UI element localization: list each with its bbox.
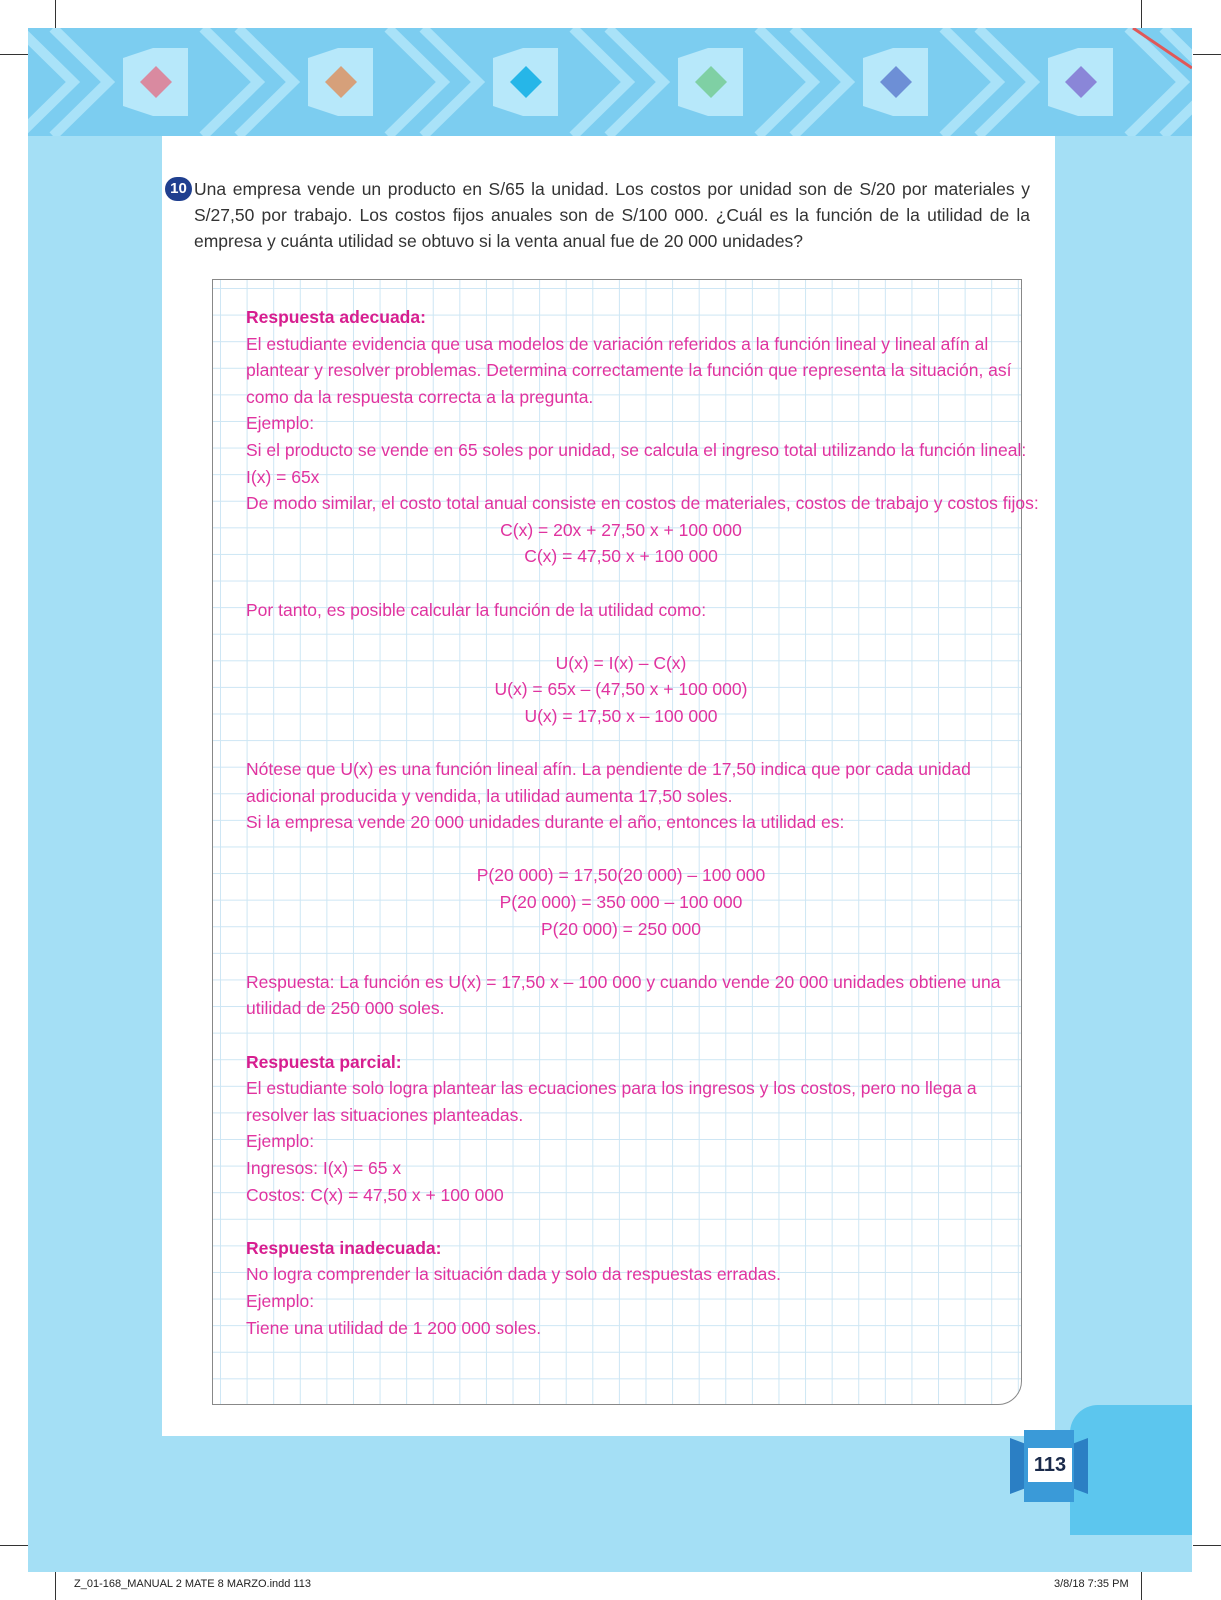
banner-pattern-icon: [28, 28, 1192, 136]
question-number-badge: 10: [165, 177, 192, 201]
profit-equation: P(20 000) = 350 000 – 100 000: [499, 892, 743, 913]
inadequate-description: No logra comprender la situación dada y solo da respuestas erradas.: [246, 1264, 782, 1285]
utility-equation: U(x) = 65x – (47,50 x + 100 000): [494, 679, 748, 700]
spacer: [246, 623, 996, 650]
partial-cost: Costos: C(x) = 47,50 x + 100 000: [246, 1184, 504, 1205]
partial-description-line: resolver las situaciones planteadas.: [246, 1104, 524, 1125]
profit-equation: P(20 000) = 250 000: [540, 918, 702, 939]
crop-mark: [55, 0, 56, 28]
spacer: [246, 942, 996, 969]
note-line: adicional producida y vendida, la utilidad aumenta 17,50 soles.: [246, 785, 733, 806]
partial-answer-title: Respuesta parcial:: [246, 1051, 402, 1072]
utility-intro: Por tanto, es posible calcular la función de la utilidad como:: [246, 599, 707, 620]
crop-mark: [1141, 0, 1142, 28]
print-date-info: 3/8/18 7:35 PM: [1054, 1578, 1129, 1590]
note-line: Nótese que U(x) es una función lineal afín. La pendiente de 17,50 indica que por cada unidad: [246, 759, 971, 780]
crop-mark: [0, 54, 28, 55]
crop-mark: [0, 1545, 28, 1546]
decorative-banner: [28, 28, 1192, 136]
final-answer-line: utilidad de 250 000 soles.: [246, 998, 445, 1019]
utility-equation: U(x) = 17,50 x – 100 000: [524, 705, 718, 726]
utility-equation: U(x) = I(x) – C(x): [555, 652, 687, 673]
answer-content: [246, 304, 1039, 1341]
grid-answer-box: [212, 279, 1039, 1405]
crop-mark: [1193, 1545, 1221, 1546]
page-corner-tab: [1070, 1405, 1192, 1535]
cost-equation: C(x) = 20x + 27,50 x + 100 000: [500, 519, 742, 540]
note-line: Si la empresa vende 20 000 unidades durante el año, entonces la utilidad es:: [246, 812, 845, 833]
crop-mark: [55, 1572, 56, 1600]
crop-mark: [1193, 54, 1221, 55]
adequate-answer-title: Respuesta adecuada:: [246, 307, 426, 327]
spacer: [246, 730, 996, 757]
print-file-info: Z_01-168_MANUAL 2 MATE 8 MARZO.indd 113: [74, 1578, 312, 1590]
spacer: [246, 1208, 996, 1235]
cost-equation: C(x) = 47,50 x + 100 000: [524, 546, 718, 567]
partial-income: Ingresos: I(x) = 65 x: [246, 1158, 402, 1178]
adequate-description-line: como da la respuesta correcta a la pregunta.: [246, 386, 594, 407]
inadequate-example-label: Ejemplo:: [246, 1290, 315, 1311]
income-equation: I(x) = 65x: [246, 466, 320, 487]
adequate-description-line: plantear y resolver problemas. Determina correctamente la función que representa la situación, así: [246, 360, 1012, 381]
spacer: [246, 836, 996, 863]
question-block: [170, 176, 1030, 254]
question-text: Una empresa vende un producto en S/65 la unidad. Los costos por unidad son de S/20 por materiales y S/27,50 por trabajo. Los costos fijos anuales son de S/100 000. ¿Cuál es la función de la utilidad de la empresa y cuánta utilidad se obtuvo si la venta anual fue de 20 000 unidades?: [194, 179, 1030, 251]
income-intro: Si el producto se vende en 65 soles por unidad, se calcula el ingreso total utilizando la función lineal:: [246, 439, 1027, 460]
cost-intro: De modo similar, el costo total anual consiste en costos de materiales, costos de trabajo y costos fijos:: [246, 493, 1039, 514]
spacer: [246, 1022, 996, 1049]
page-number: 113: [1028, 1448, 1072, 1482]
spacer: [246, 570, 996, 597]
example-label: Ejemplo:: [246, 413, 315, 434]
partial-example-label: Ejemplo:: [246, 1131, 315, 1152]
crop-mark: [1141, 1572, 1142, 1600]
adequate-description-line: El estudiante evidencia que usa modelos de variación referidos a la función lineal y lineal afín al: [246, 333, 989, 354]
content-panel: [162, 136, 1055, 1436]
inadequate-example: Tiene una utilidad de 1 200 000 soles.: [246, 1317, 542, 1338]
final-answer-line: Respuesta: La función es U(x) = 17,50 x – 100 000 y cuando vende 20 000 unidades obtiene una: [246, 971, 1001, 992]
inadequate-answer-title: Respuesta inadecuada:: [246, 1237, 442, 1258]
partial-description-line: El estudiante solo logra plantear las ecuaciones para los ingresos y los costos, pero no llega a: [246, 1078, 977, 1099]
profit-equation: P(20 000) = 17,50(20 000) – 100 000: [476, 865, 766, 886]
